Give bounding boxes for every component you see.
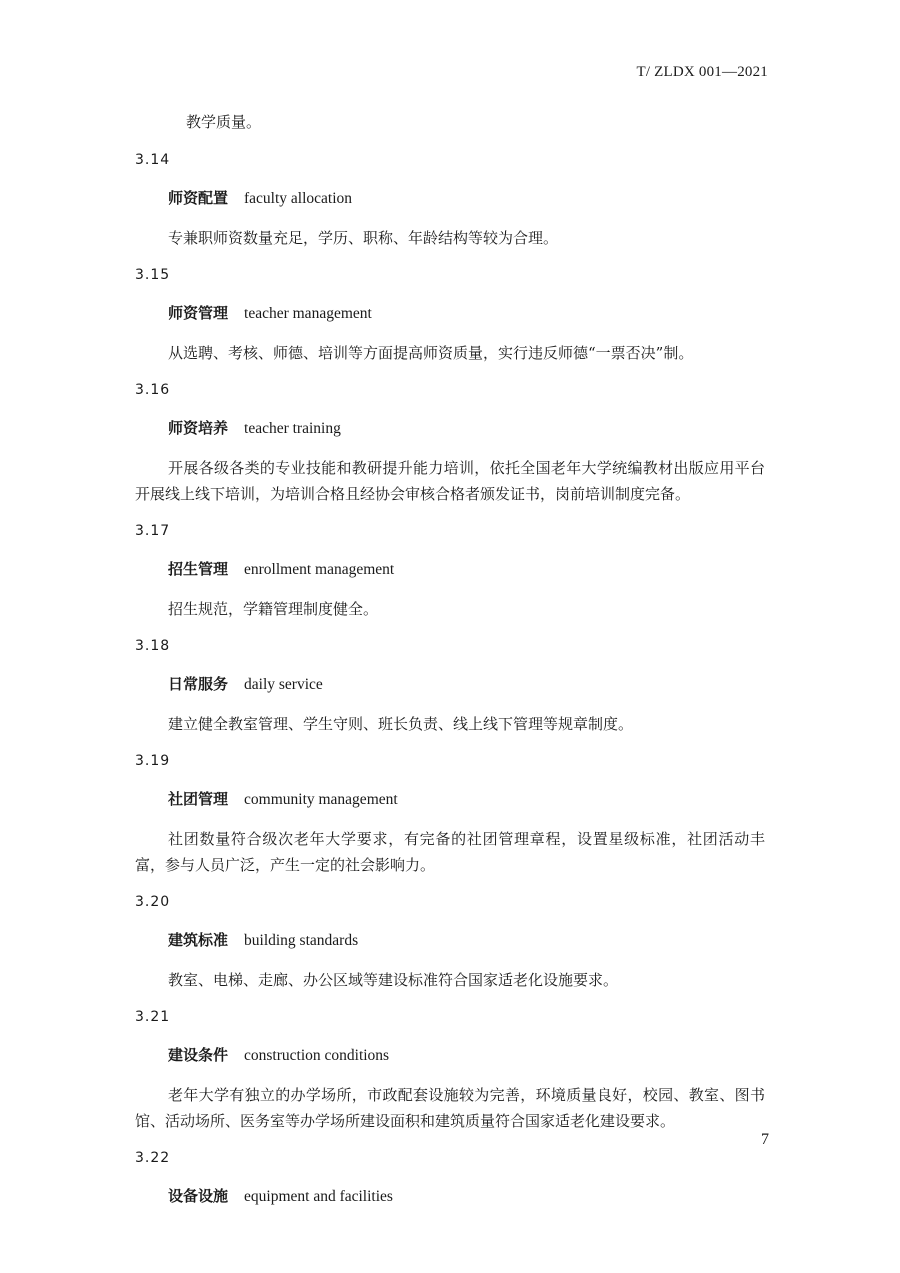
term-english: building standards [244,932,359,949]
document-code-header: T/ ZLDX 001—2021 [636,64,768,80]
term-english: faculty allocation [244,190,353,207]
term-chinese: 师资管理 [168,304,229,322]
term-heading [135,787,775,812]
document-body [135,110,775,1223]
term-entry [135,378,775,507]
term-english: enrollment management [244,561,395,578]
term-english: teacher management [244,305,372,322]
term-entry [135,634,775,737]
term-entry [135,148,775,251]
term-chinese: 建筑标准 [168,931,229,949]
term-english: construction conditions [244,1047,390,1064]
term-entry [135,519,775,622]
term-definition: 老年大学有独立的办学场所，市政配套设施较为完善，环境质量良好，校园、教室、图书馆、活动场所、医务室等办学场所建设面积和建筑质量符合国家适老化建设要求。 [135,1086,765,1130]
term-definition: 招生规范，学籍管理制度健全。 [168,600,379,618]
continuation-text: 教学质量。 [186,113,262,131]
term-heading [135,416,775,441]
term-heading [135,301,775,326]
term-english: teacher training [244,420,341,437]
term-heading [135,1184,775,1209]
term-definition: 专兼职师资数量充足，学历、职称、年龄结构等较为合理。 [168,229,559,247]
clause-number: 3.19 [135,753,171,769]
term-chinese: 日常服务 [168,675,229,693]
term-definition: 社团数量符合级次老年大学要求，有完备的社团管理章程，设置星级标准，社团活动丰富，参与人员广泛，产生一定的社会影响力。 [135,830,765,874]
clause-number: 3.14 [135,152,171,168]
term-english: community management [244,791,398,808]
term-chinese: 招生管理 [168,560,229,578]
term-entry [135,263,775,366]
term-definition: 开展各级各类的专业技能和教研提升能力培训，依托全国老年大学统编教材出版应用平台开展线上线下培训，为培训合格且经协会审核合格者颁发证书，岗前培训制度完备。 [135,459,765,503]
term-entry [135,1146,775,1209]
term-heading [135,672,775,697]
clause-number: 3.21 [135,1009,171,1025]
term-definition: 从选聘、考核、师德、培训等方面提高师资质量，实行违反师德“一票否决”制。 [168,344,694,362]
term-entry [135,890,775,993]
term-english: equipment and facilities [244,1188,393,1205]
term-entries-list [135,148,775,1209]
term-definition: 教室、电梯、走廊、办公区域等建设标准符合国家适老化设施要求。 [168,971,619,989]
term-heading [135,186,775,211]
clause-number: 3.20 [135,894,171,910]
clause-number: 3.22 [135,1150,171,1166]
term-chinese: 社团管理 [168,790,229,808]
clause-number: 3.16 [135,382,171,398]
term-heading [135,1043,775,1068]
term-heading [135,928,775,953]
page-number: 7 [761,1131,769,1148]
term-chinese: 建设条件 [168,1046,229,1064]
clause-number: 3.15 [135,267,171,283]
term-definition: 建立健全教室管理、学生守则、班长负责、线上线下管理等规章制度。 [168,715,634,733]
clause-number: 3.17 [135,523,171,539]
term-entry [135,749,775,878]
term-heading [135,557,775,582]
term-chinese: 师资培养 [168,419,229,437]
term-chinese: 设备设施 [168,1187,229,1205]
term-english: daily service [244,676,323,693]
term-chinese: 师资配置 [168,189,229,207]
clause-number: 3.18 [135,638,171,654]
term-entry [135,1005,775,1134]
